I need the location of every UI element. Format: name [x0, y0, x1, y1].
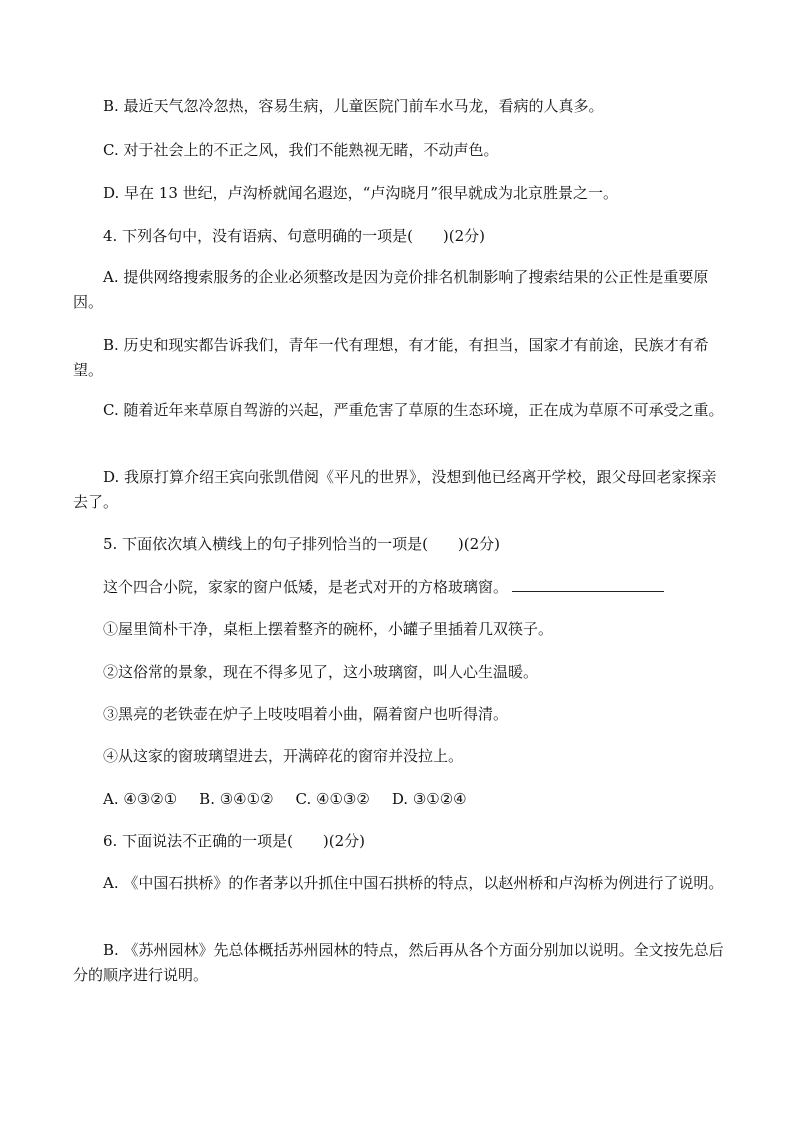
q3-option-d: D. 早在 13 世纪，卢沟桥就闻名遐迩，“卢沟晓月”很早就成为北京胜景之一。 — [103, 184, 618, 202]
q5-option-b: B. ③④①② — [199, 790, 274, 808]
q4-option-d: D. 我原打算介绍王宾向张凯借阅《平凡的世界》，没想到他已经离开学校，跟父母回老家探亲去了。 — [73, 468, 717, 511]
q5-options — [73, 787, 724, 812]
q5-option-c: C. ④①③② — [295, 790, 370, 808]
q5-option-a: A. ④③②① — [103, 790, 178, 808]
q4-option-b: B. 历史和现实都告诉我们，青年一代有理想，有才能，有担当，国家才有前途，民族才有希望。 — [73, 336, 709, 379]
q6-option-b: B. 《苏州园林》先总体概括苏州园林的特点，然后再从各个方面分别加以说明。全文按先总后分的顺序进行说明。 — [73, 941, 724, 984]
q4-option-a: A. 提供网络搜索服务的企业必须整改是因为竞价排名机制影响了搜索结果的公正性是重要原因。 — [73, 268, 709, 311]
q4-stem: 4. 下列各句中，没有语病、句意明确的一项是( )(2分) — [103, 227, 486, 245]
q3-option-c: C. 对于社会上的不正之风，我们不能熟视无睹，不动声色。 — [103, 141, 499, 159]
q5-passage — [73, 575, 724, 600]
q6-stem: 6. 下面说法不正确的一项是( )(2分) — [103, 832, 366, 850]
q5-option-d: D. ③①②④ — [391, 790, 467, 808]
q6-option-a: A. 《中国石拱桥》的作者茅以升抓住中国石拱桥的特点，以赵州桥和卢沟桥为例进行了说明。 — [103, 874, 724, 892]
q5-passage-text: 这个四合小院，家家的窗户低矮，是老式对开的方格玻璃窗。 — [103, 578, 509, 596]
q5-sentence-4: ④从这家的窗玻璃望进去，开满碎花的窗帘并没拉上。 — [103, 747, 464, 765]
q4-option-c: C. 随着近年来草原自驾游的兴起，严重危害了草原的生态环境，正在成为草原不可承受之重。 — [103, 401, 724, 419]
q5-sentence-3: ③黑亮的老铁壶在炉子上吱吱唱着小曲，隔着窗户也听得清。 — [103, 705, 509, 723]
q5-sentence-1: ①屋里简朴干净，桌柜上摆着整齐的碗杯，小罐子里插着几双筷子。 — [103, 620, 554, 638]
q3-option-b: B. 最近天气忽冷忽热，容易生病，儿童医院门前车水马龙，看病的人真多。 — [103, 97, 604, 115]
answer-blank — [512, 575, 664, 592]
q5-stem: 5. 下面依次填入横线上的句子排列恰当的一项是( )(2分) — [103, 535, 501, 553]
q5-sentence-2: ②这俗常的景象，现在不得多见了，这小玻璃窗，叫人心生温暖。 — [103, 663, 539, 681]
